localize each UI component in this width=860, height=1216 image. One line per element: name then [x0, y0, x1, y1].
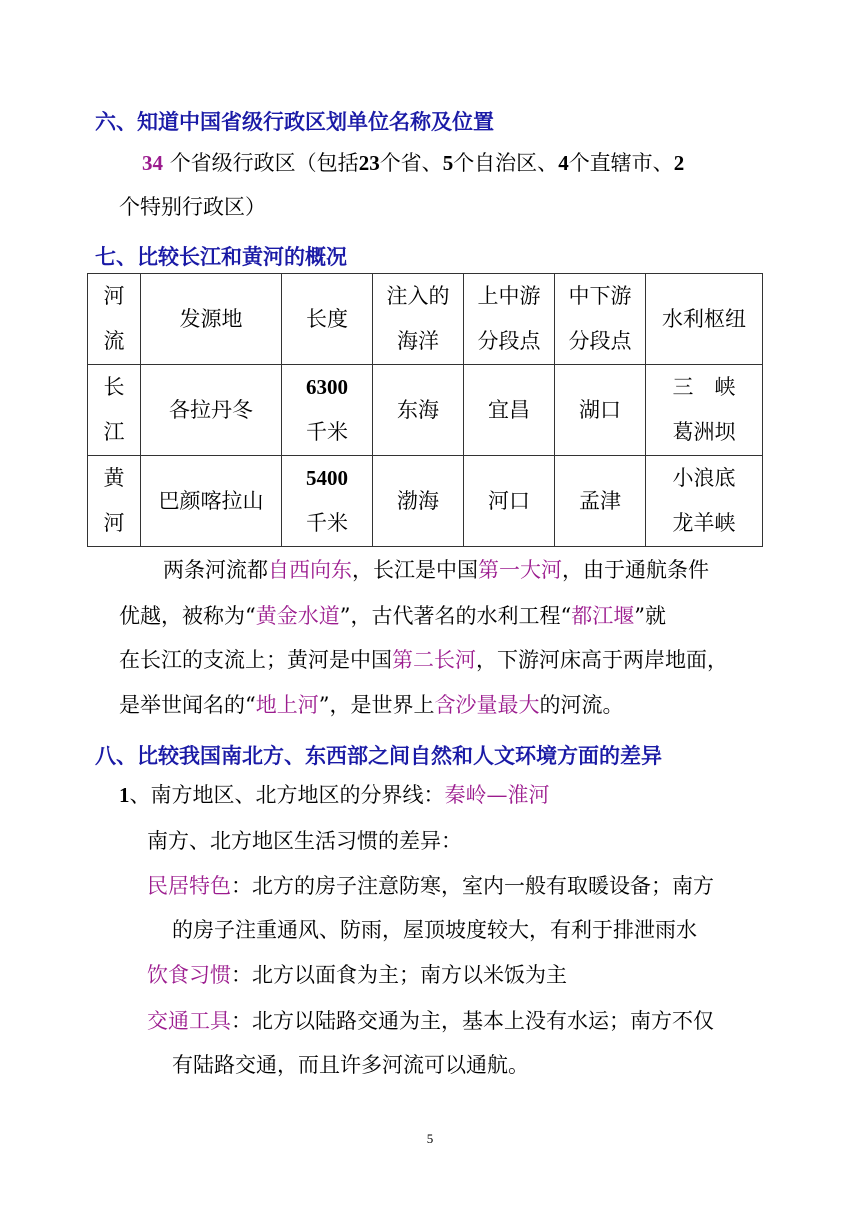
traffic-line-1 — [147, 1011, 714, 1032]
traffic-line-2: 有陆路交通，而且许多河流可以通航。 — [172, 1053, 529, 1077]
text: 个省级行政区（包括 — [169, 151, 359, 175]
label-text: 民居特色 — [147, 874, 231, 898]
highlight-text: 黄金水道 — [255, 604, 340, 628]
table-header-row — [88, 274, 763, 365]
cell-length — [282, 456, 373, 547]
paragraph-line-2 — [119, 606, 666, 627]
text: 两条河流都 — [163, 558, 268, 582]
housing-line-2: 的房子注重通风、防雨，屋顶坡度较大，有利于排泄雨水 — [172, 918, 697, 942]
table-row — [88, 456, 763, 547]
text: ”，是世界上 — [318, 693, 435, 717]
paragraph-line-1 — [163, 560, 709, 581]
item-1 — [119, 785, 550, 806]
cell-text: 分段点 — [568, 329, 632, 353]
cell-text: 长 — [103, 375, 125, 399]
cell-text: 上中游 — [477, 284, 541, 308]
paragraph-line-3 — [119, 650, 728, 671]
cell-length — [282, 365, 373, 456]
cell-text: 黄 — [103, 466, 125, 490]
cell-text: 龙羊峡 — [672, 511, 736, 535]
cell-mid-lower: 孟津 — [555, 456, 646, 547]
paragraph-line-4 — [119, 695, 624, 716]
text: ，下游河床高于两岸地面， — [476, 648, 728, 672]
highlight-text: 地上河 — [255, 693, 319, 717]
header-mid-lower — [555, 274, 646, 365]
autonomous-num: 5 — [442, 151, 454, 175]
text: ”，古代著名的水利工程“ — [339, 604, 572, 628]
section-6-heading: 六、知道中国省级行政区划单位名称及位置 — [95, 110, 494, 134]
highlight-text: 都江堰 — [571, 604, 635, 628]
cell-mid-lower: 湖口 — [555, 365, 646, 456]
text: 个自治区、 — [453, 151, 559, 175]
highlight-text: 第一大河 — [478, 558, 562, 582]
text: ，由于通航条件 — [562, 558, 709, 582]
cell-text: 千米 — [306, 511, 348, 535]
text: ：北方以陆路交通为主，基本上没有水运；南方不仅 — [231, 1009, 714, 1033]
cell-hydro — [646, 365, 763, 456]
cell-ocean: 渤海 — [373, 456, 464, 547]
header-length: 长度 — [282, 274, 373, 365]
text: 个直辖市、 — [568, 151, 674, 175]
section-6-line-1 — [142, 153, 684, 174]
page-number: 5 — [426, 1131, 434, 1146]
cell-river — [88, 456, 141, 547]
text: 优越，被称为“ — [119, 604, 256, 628]
header-river — [88, 274, 141, 365]
cell-text: 河 — [103, 511, 125, 535]
header-ocean — [373, 274, 464, 365]
cell-text: 千米 — [306, 420, 348, 444]
province-count: 34 — [142, 151, 163, 175]
sub-heading: 南方、北方地区生活习惯的差异： — [147, 829, 462, 853]
cell-text: 河 — [103, 284, 125, 308]
table-row — [88, 365, 763, 456]
cell-source: 巴颜喀拉山 — [141, 456, 282, 547]
section-6-line-2: 个特别行政区） — [119, 195, 266, 219]
header-source: 发源地 — [141, 274, 282, 365]
cell-source: 各拉丹冬 — [141, 365, 282, 456]
housing-line-1 — [147, 876, 714, 897]
cell-river — [88, 365, 141, 456]
section-8-heading: 八、比较我国南北方、东西部之间自然和人文环境方面的差异 — [95, 744, 662, 768]
cell-text: 海洋 — [397, 329, 439, 353]
cell-text: 中下游 — [568, 284, 632, 308]
cell-text: 流 — [103, 329, 125, 353]
municipality-num: 4 — [558, 151, 569, 175]
cell-text: 注入的 — [386, 284, 450, 308]
food-line — [147, 965, 567, 986]
text: 个省、 — [379, 151, 443, 175]
text: 在长江的支流上；黄河是中国 — [119, 648, 392, 672]
header-hydro: 水利枢纽 — [646, 274, 763, 365]
cell-text: 分段点 — [477, 329, 541, 353]
text: 是举世闻名的“ — [119, 693, 256, 717]
highlight-text: 自西向东 — [268, 558, 352, 582]
text: 、南方地区、北方地区的分界线： — [129, 783, 445, 807]
section-7-heading: 七、比较长江和黄河的概况 — [95, 245, 347, 269]
province-num: 23 — [358, 151, 380, 175]
cell-text: 小浪底 — [672, 466, 736, 490]
text: ，长江是中国 — [352, 558, 478, 582]
river-comparison-table — [87, 273, 763, 547]
sar-num: 2 — [673, 151, 685, 175]
header-upper-mid — [464, 274, 555, 365]
cell-text: 江 — [103, 420, 125, 444]
cell-ocean: 东海 — [373, 365, 464, 456]
text: ”就 — [634, 604, 666, 628]
highlight-text: 含沙量最大 — [434, 693, 540, 717]
highlight-text: 秦岭—淮河 — [444, 783, 550, 807]
cell-text: 5400 — [306, 466, 348, 490]
cell-text: 6300 — [306, 375, 348, 399]
label-text: 交通工具 — [147, 1009, 231, 1033]
text: 的河流。 — [539, 693, 624, 717]
cell-text: 葛洲坝 — [672, 420, 736, 444]
cell-text: 三 峡 — [672, 375, 736, 399]
item-number: 1 — [119, 783, 130, 807]
text: ：北方以面食为主；南方以米饭为主 — [231, 963, 567, 987]
highlight-text: 第二长河 — [392, 648, 476, 672]
cell-upper-mid: 宜昌 — [464, 365, 555, 456]
cell-hydro — [646, 456, 763, 547]
label-text: 饮食习惯 — [147, 963, 231, 987]
text: ：北方的房子注意防寒，室内一般有取暖设备；南方 — [231, 874, 714, 898]
cell-upper-mid: 河口 — [464, 456, 555, 547]
